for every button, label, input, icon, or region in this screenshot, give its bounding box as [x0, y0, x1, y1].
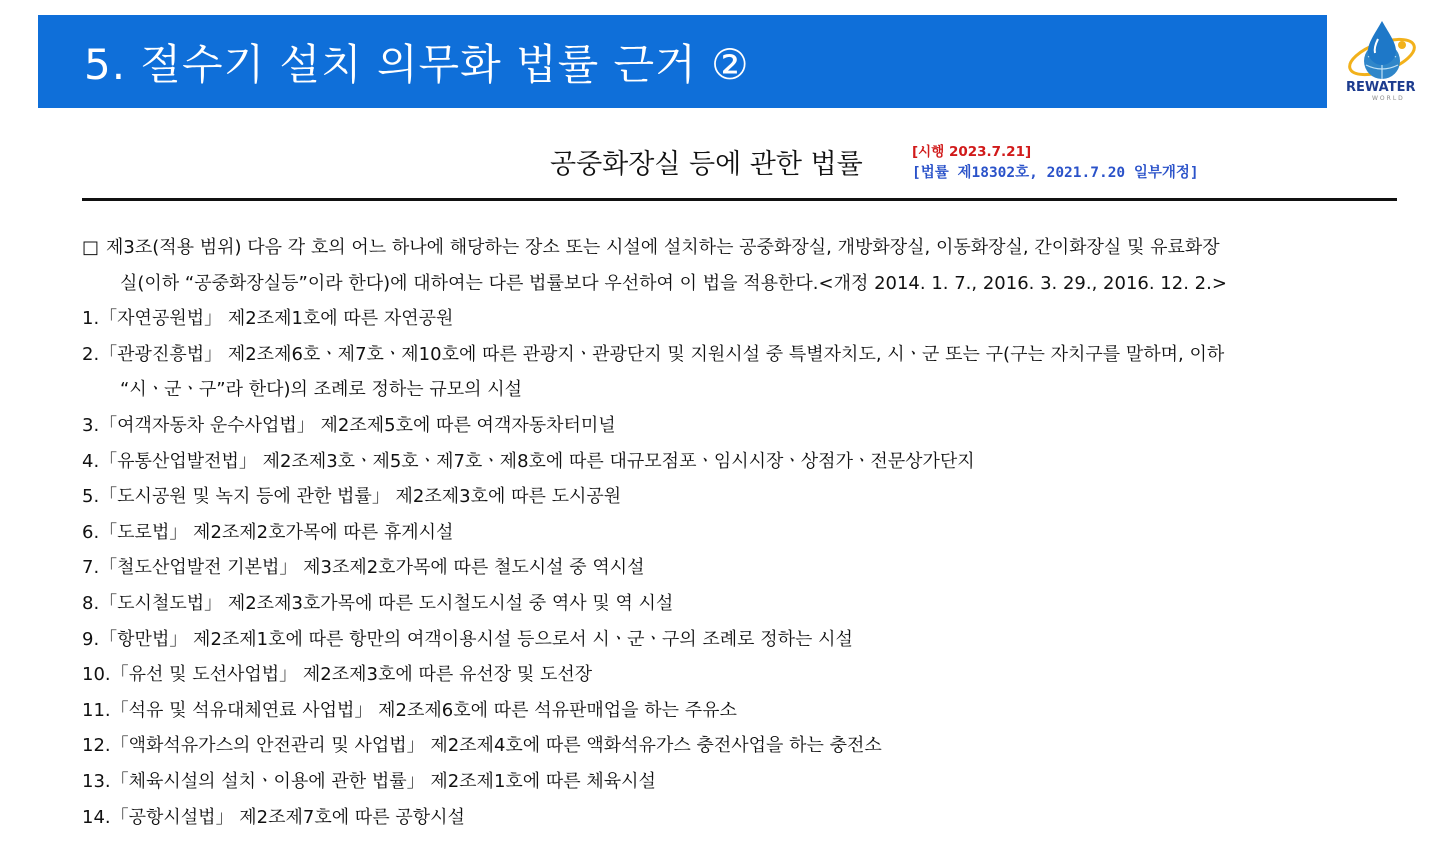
- law-number: [법률 제18302호, 2021.7.20 일부개정]: [912, 165, 1199, 181]
- list-item: 2.「관광진흥법」 제2조제6호ㆍ제7호ㆍ제10호에 따른 관광지ㆍ관광단지 및 지원시설 중 특별자치도, 시ㆍ군 또는 구(구는 자치구를 말하며, 이하: [82, 343, 1225, 365]
- list-item: 5.「도시공원 및 녹지 등에 관한 법률」 제2조제3호에 따른 도시공원: [82, 486, 622, 508]
- divider: [82, 198, 1397, 201]
- list-item: 6.「도로법」 제2조제2호가목에 따른 휴게시설: [82, 521, 454, 543]
- checkbox-icon: □: [82, 237, 100, 258]
- page-title: 5. 절수기 설치 의무화 법률 근거 ②: [84, 39, 750, 89]
- law-title: 공중화장실 등에 관한 법률: [550, 149, 863, 180]
- list-item: 14.「공항시설법」 제2조제7호에 따른 공항시설: [82, 806, 465, 828]
- header-bar: [38, 15, 1327, 108]
- list-item: 1.「자연공원법」 제2조제1호에 따른 자연공원: [82, 308, 454, 330]
- list-item: 11.「석유 및 석유대체연료 사업법」 제2조제6호에 따른 석유판매업을 하는 주유소: [82, 699, 737, 721]
- logo-text: REWATER: [1346, 80, 1416, 95]
- effective-date: [시행 2023.7.21]: [912, 144, 1032, 160]
- article-line: 실(이하 “공중화장실등”이라 한다)에 대하여는 다른 법률보다 우선하여 이 법을 적용한다.<개정 2014. 1. 7., 2016. 3. 29., 2016. 12. 2.>: [120, 272, 1227, 294]
- list-item: 4.「유통산업발전법」 제2조제3호ㆍ제5호ㆍ제7호ㆍ제8호에 따른 대규모점포ㆍ임시시장ㆍ상점가ㆍ전문상가단지: [82, 450, 975, 472]
- article-line: 제3조(적용 범위) 다음 각 호의 어느 하나에 해당하는 장소 또는 시설에 설치하는 공중화장실, 개방화장실, 이동화장실, 간이화장실 및 유료화장: [106, 237, 1220, 258]
- list-item: 12.「액화석유가스의 안전관리 및 사업법」 제2조제4호에 따른 액화석유가스 충전사업을 하는 충전소: [82, 735, 882, 757]
- list-item: 9.「항만법」 제2조제1호에 따른 항만의 여객이용시설 등으로서 시ㆍ군ㆍ구의 조례로 정하는 시설: [82, 628, 853, 650]
- article-3: [82, 230, 1402, 301]
- logo-subtext: WORLD: [1372, 95, 1405, 102]
- law-content: [82, 230, 1402, 835]
- list-item: 13.「체육시설의 설치ㆍ이용에 관한 법률」 제2조제1호에 따른 체육시설: [82, 770, 656, 792]
- list-item: 7.「철도산업발전 기본법」 제3조제2호가목에 따른 철도시설 중 역시설: [82, 557, 645, 579]
- list-item: 3.「여객자동차 운수사업법」 제2조제5호에 따른 여객자동차터미널: [82, 414, 616, 436]
- list-item-continuation: “시ㆍ군ㆍ구”라 한다)의 조례로 정하는 규모의 시설: [120, 379, 523, 401]
- list-item: 10.「유선 및 도선사업법」 제2조제3호에 따른 유선장 및 도선장: [82, 664, 593, 686]
- list-item: 8.「도시철도법」 제2조제3호가목에 따른 도시철도시설 중 역사 및 역 시설: [82, 592, 674, 614]
